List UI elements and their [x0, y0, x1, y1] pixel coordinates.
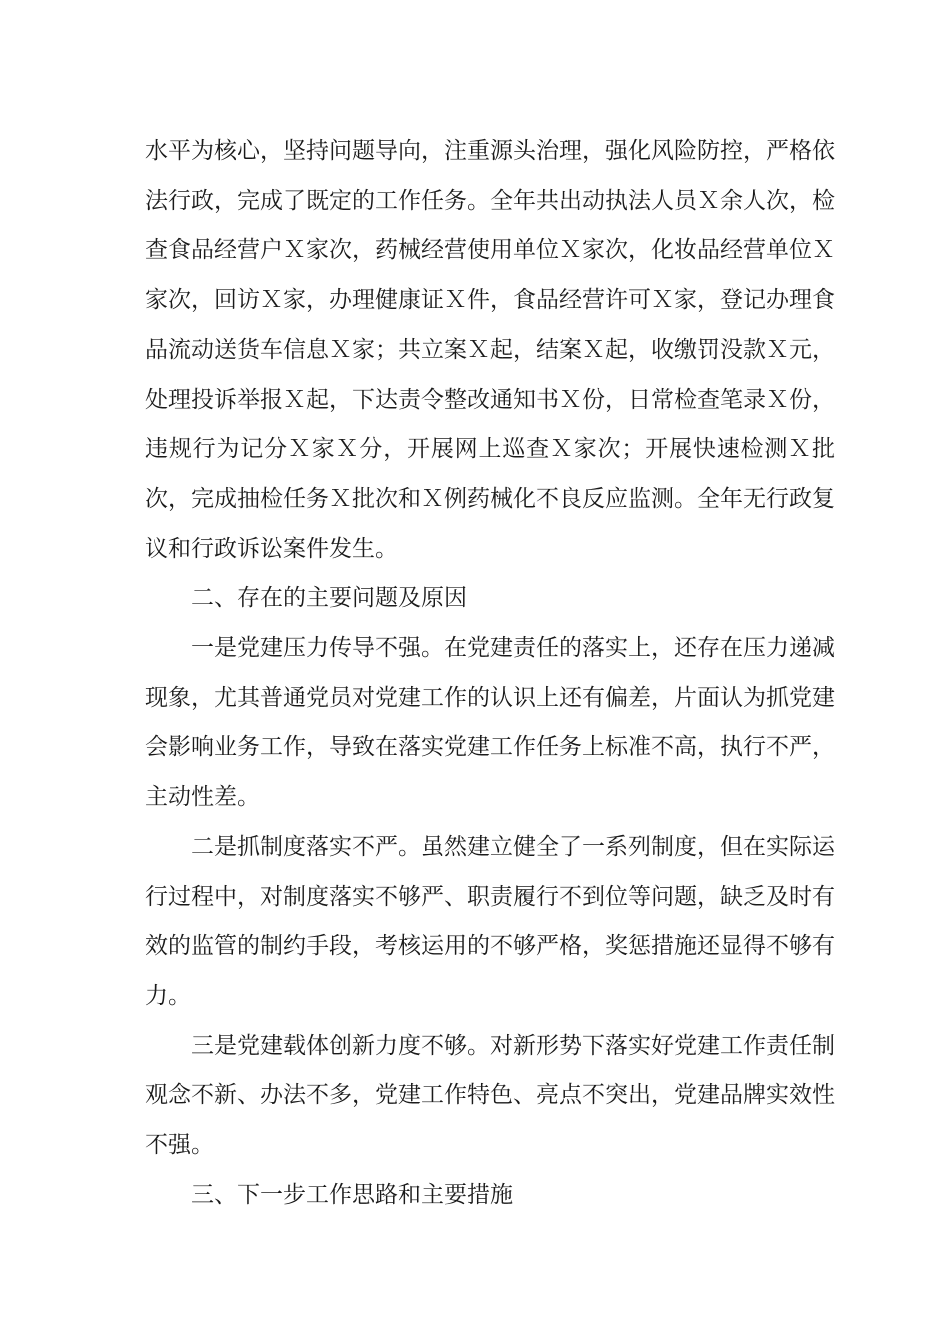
paragraph-work-summary: 水平为核心，坚持问题导向，注重源头治理，强化风险防控，严格依法行政，完成了既定的工作任务。全年共出动执法人员Ｘ余人次，检查食品经营户Ｘ家次，药械经营使用单位Ｘ家次，化妆品经营单位Ｘ家次，回访Ｘ家，办理健康证Ｘ件，食品经营许可Ｘ家，登记办理食品流动送货车信息Ｘ家；共立案Ｘ起，结案Ｘ起，收缴罚没款Ｘ元，处理投诉举报Ｘ起，下达责令整改通知书Ｘ份，日常检查笔录Ｘ份，违规行为记分Ｘ家Ｘ分，开展网上巡查Ｘ家次；开展快速检测Ｘ批次，完成抽检任务Ｘ批次和Ｘ例药械化不良反应监测。全年无行政复议和行政诉讼案件发生。: [145, 138, 835, 562]
section-heading-next-steps: 三、下一步工作思路和主要措施: [191, 1181, 513, 1208]
paragraph-problem-3: 三是党建载体创新力度不够。对新形势下落实好党建工作责任制观念不新、办法不多，党建工作特色、亮点不突出，党建品牌实效性不强。: [145, 1032, 835, 1159]
paragraph-problem-1: 一是党建压力传导不强。在党建责任的落实上，还存在压力递减现象，尤其普通党员对党建工作的认识上还有偏差，片面认为抓党建会影响业务工作，导致在落实党建工作任务上标准不高，执行不严，主动性差。: [145, 635, 835, 811]
document-body: [145, 127, 835, 1220]
paragraph-problem-2: 二是抓制度落实不严。虽然建立健全了一系列制度，但在实际运行过程中，对制度落实不够严、职责履行不到位等问题，缺乏及时有效的监管的制约手段，考核运用的不够严格，奖惩措施还显得不够有力。: [145, 833, 835, 1009]
section-heading-problems: 二、存在的主要问题及原因: [191, 585, 467, 612]
